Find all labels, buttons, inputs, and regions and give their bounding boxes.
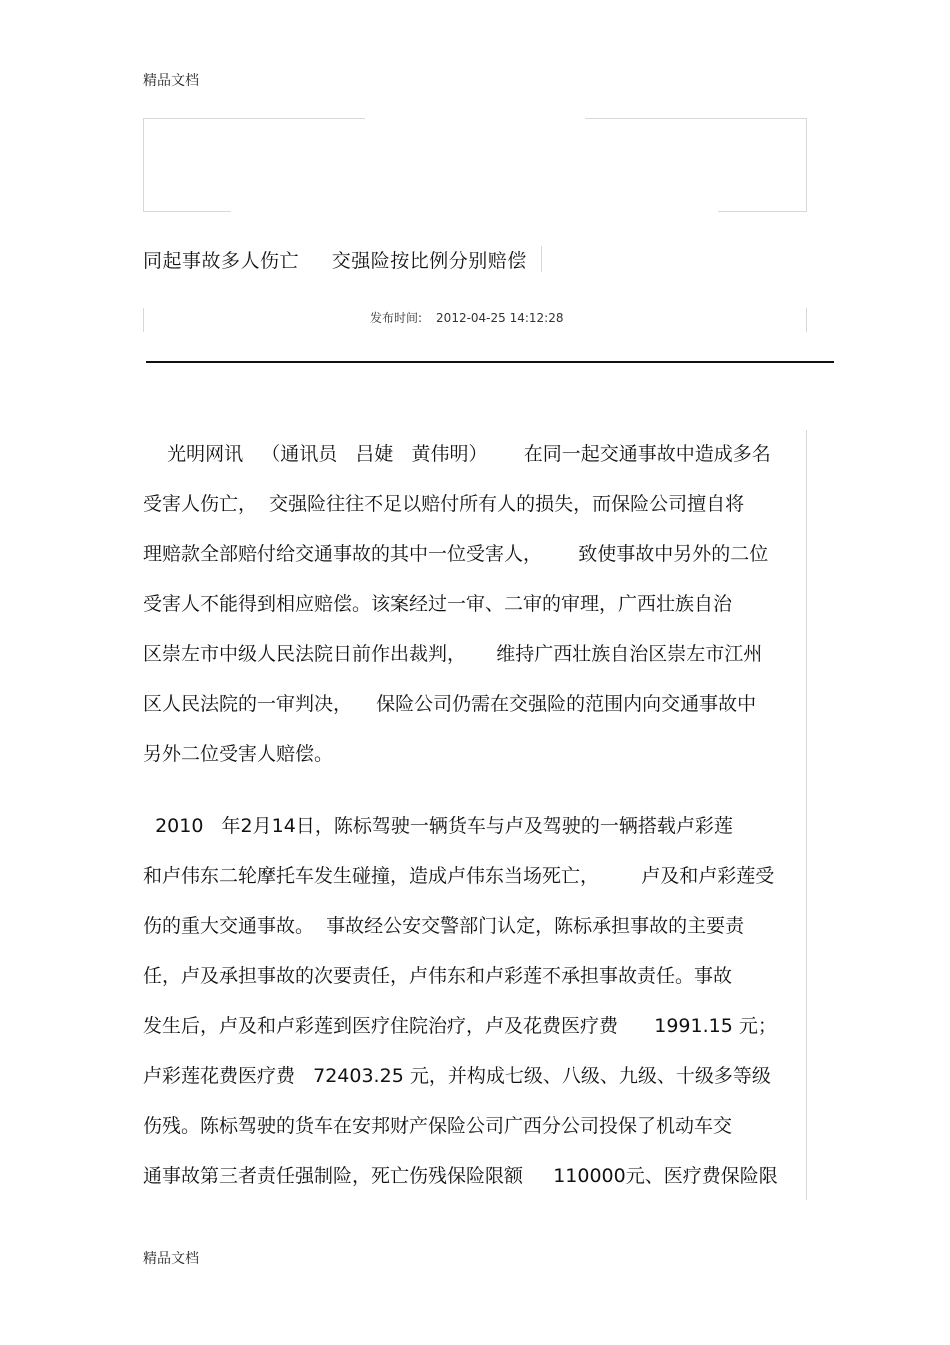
body-line: 区人民法院的一审判决， 保险公司仍需在交强险的范围内向交通事故中 <box>143 693 757 715</box>
title-divider <box>146 361 834 363</box>
header-box-bottom-left <box>143 211 231 212</box>
header-box-right <box>806 118 807 212</box>
body-line: 受害人不能得到相应赔偿。该案经过一审、二审的审理，广西壮族自治 <box>143 593 733 615</box>
body-line: 和卢伟东二轮摩托车发生碰撞，造成卢伟东当场死亡， 卢及和卢彩莲受 <box>143 865 775 887</box>
body-line: 2010 年2月14日，陈标驾驶一辆货车与卢及驾驶的一辆搭载卢彩莲 <box>143 815 733 837</box>
body-line: 受害人伤亡， 交强险往往不足以赔付所有人的损失，而保险公司擅自将 <box>143 493 745 515</box>
body-line: 光明网讯 （通讯员 吕婕 黄伟明） 在同一起交通事故中造成多名 <box>143 443 771 465</box>
watermark-top: 精品文档 <box>143 73 199 89</box>
header-box-bottom-right <box>718 211 807 212</box>
body-line: 理赔款全部赔付给交通事故的其中一位受害人， 致使事故中另外的二位 <box>143 543 769 565</box>
article-title: 同起事故多人伤亡 交强险按比例分别赔偿 <box>143 250 527 272</box>
body-line: 通事故第三者责任强制险，死亡伤残保险限额 110000元、医疗费保险限 <box>143 1165 778 1187</box>
body-line: 另外二位受害人赔偿。 <box>143 743 334 765</box>
watermark-bottom: 精品文档 <box>143 1251 199 1267</box>
body-line: 发生后，卢及和卢彩莲到医疗住院治疗，卢及花费医疗费 1991.15 元； <box>143 1015 777 1037</box>
body-line: 卢彩莲花费医疗费 72403.25 元，并构成七级、八级、九级、十级多等级 <box>143 1065 771 1087</box>
publish-label: 发布时间: <box>370 311 423 325</box>
header-box-top-right <box>585 118 807 119</box>
publish-info <box>370 309 564 326</box>
body-line: 任，卢及承担事故的次要责任，卢伟东和卢彩莲不承担事故责任。事故 <box>143 965 733 987</box>
publish-time: 2012-04-25 14:12:28 <box>436 311 564 325</box>
meta-cell-left <box>143 308 144 332</box>
body-cell-right <box>806 430 807 1200</box>
meta-cell-right <box>806 308 807 332</box>
header-box-left <box>143 118 144 212</box>
body-line: 区崇左市中级人民法院日前作出裁判， 维持广西壮族自治区崇左市江州 <box>143 643 763 665</box>
header-box-top-left <box>143 118 365 119</box>
title-cell-border <box>541 246 542 272</box>
body-line: 伤残。陈标驾驶的货车在安邦财产保险公司广西分公司投保了机动车交 <box>143 1115 733 1137</box>
body-line: 伤的重大交通事故。 事故经公安交警部门认定，陈标承担事故的主要责 <box>143 915 745 937</box>
